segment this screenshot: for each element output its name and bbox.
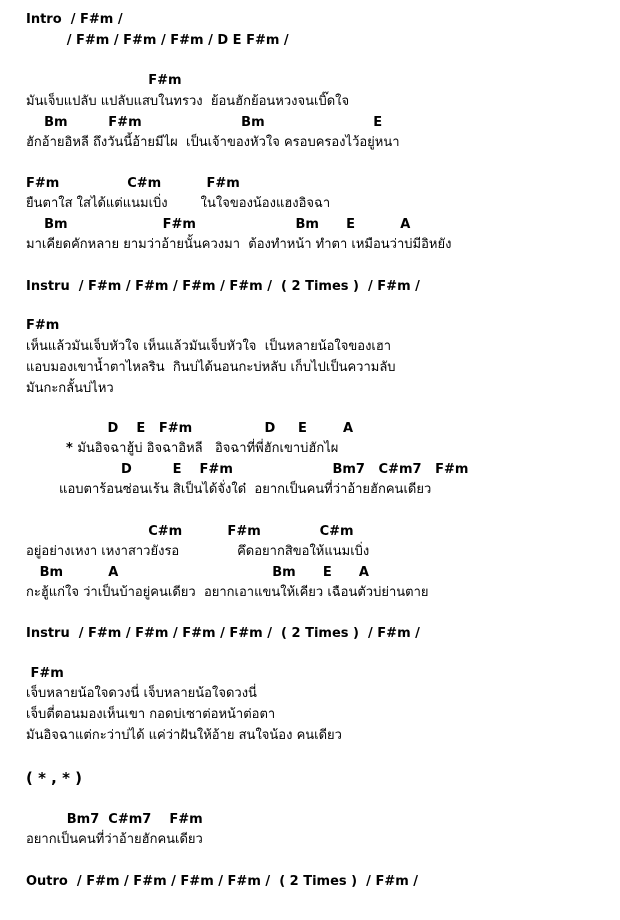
- lyric-line: มาเคียดคักหลาย ยามว่าอ้ายนั้นควงมา ต้องทำหน้า ทำตา เหมือนว่าบ่มีอิหยัง: [26, 237, 452, 252]
- lyric-line: มันกะกลั้นบ่ไหว: [26, 381, 114, 396]
- lyric-line: เจ็บหลายน้อใจดวงนี่ เจ็บหลายน้อใจดวงนี่: [26, 686, 257, 701]
- chord-line: F#m: [26, 318, 60, 333]
- section-heading: Outro / F#m / F#m / F#m / F#m / ( 2 Times ) / F#m /: [26, 874, 419, 889]
- chord-line: F#m: [26, 666, 64, 681]
- lyric-line: กะฮู้แก่ใจ ว่าเป็นบ้าอยู่คนเดียว อยากเอาแขนให้เคียว เฉือนตัวบ่ย่านตาย: [26, 585, 429, 600]
- section-heading: Intro / F#m /: [26, 12, 123, 27]
- chord-line: Bm F#m Bm E: [26, 115, 383, 130]
- chord-line: Bm F#m Bm E A: [26, 217, 411, 232]
- lyric-line: แอบมองเขาน้ำตาไหลริน กินบ่ได้นอนกะบ่หลับ เก็บไปเป็นความลับ: [26, 360, 396, 375]
- chord-line: C#m F#m C#m: [26, 524, 354, 539]
- chord-line: Bm A Bm E A: [26, 565, 369, 580]
- section-heading: / F#m / F#m / F#m / D E F#m /: [26, 33, 289, 48]
- lyric-line: เห็นแล้วมันเจ็บหัวใจ เห็นแล้วมันเจ็บหัวใจ เป็นหลายน้อใจของเฮา: [26, 339, 392, 354]
- lyric-line: อยากเป็นคนที่ว่าอ้ายฮักคนเดียว: [26, 832, 203, 847]
- lyric-line: อยู่อย่างเหงา เหงาสาวยังรอ คึดอยากสิขอให้แนมเบิ่ง: [26, 544, 370, 559]
- lyric-line: มันอิจฉาแต่กะว่าบ่ได้ แค่ว่าฝันให้อ้าย สนใจน้อง คนเดียว: [26, 728, 342, 743]
- section-heading: Instru / F#m / F#m / F#m / F#m / ( 2 Times ) / F#m /: [26, 626, 420, 641]
- lyric-line: เจ็บตี่ตอนมองเห็นเขา กอดบ่เซาต่อหน้าต่อตา: [26, 707, 276, 722]
- lyric-line: ฮักอ้ายอิหลี ถึงวันนี้อ้ายมีไผ เป็นเจ้าของหัวใจ ครอบครองไว้อยู่หนา: [26, 135, 400, 150]
- lyric-line: แอบตาร้อนซ่อนเร้น สิเป็นได้จั่งใด๋ อยากเป็นคนที่ว่าอ้ายฮักคนเดียว: [26, 482, 432, 497]
- lyric-line: มันเจ็บแปลับ แปลับแสบในทรวง ย้อนฮักย้อนหวงจนเบิ๊ดใจ: [26, 94, 350, 109]
- section-heading: ( * , * ): [26, 769, 82, 787]
- chord-line: D E F#m Bm7 C#m7 F#m: [26, 462, 469, 477]
- chord-line: D E F#m D E A: [26, 421, 354, 436]
- section-heading: Instru / F#m / F#m / F#m / F#m / ( 2 Times ) / F#m /: [26, 279, 420, 294]
- chord-line: F#m C#m F#m: [26, 176, 240, 191]
- chord-line: F#m: [26, 73, 182, 88]
- lyric-line: * มันอิจฉาฮู้บ่ อิจฉาอิหลี อิจฉาที่พี่ฮักเขาบ่ฮักไผ: [66, 441, 339, 456]
- chord-line: Bm7 C#m7 F#m: [26, 812, 203, 827]
- lyric-line: ยืนตาใส ใสได้แต่แนมเบิ่ง ในใจของน้องแฮงอิจฉา: [26, 196, 331, 211]
